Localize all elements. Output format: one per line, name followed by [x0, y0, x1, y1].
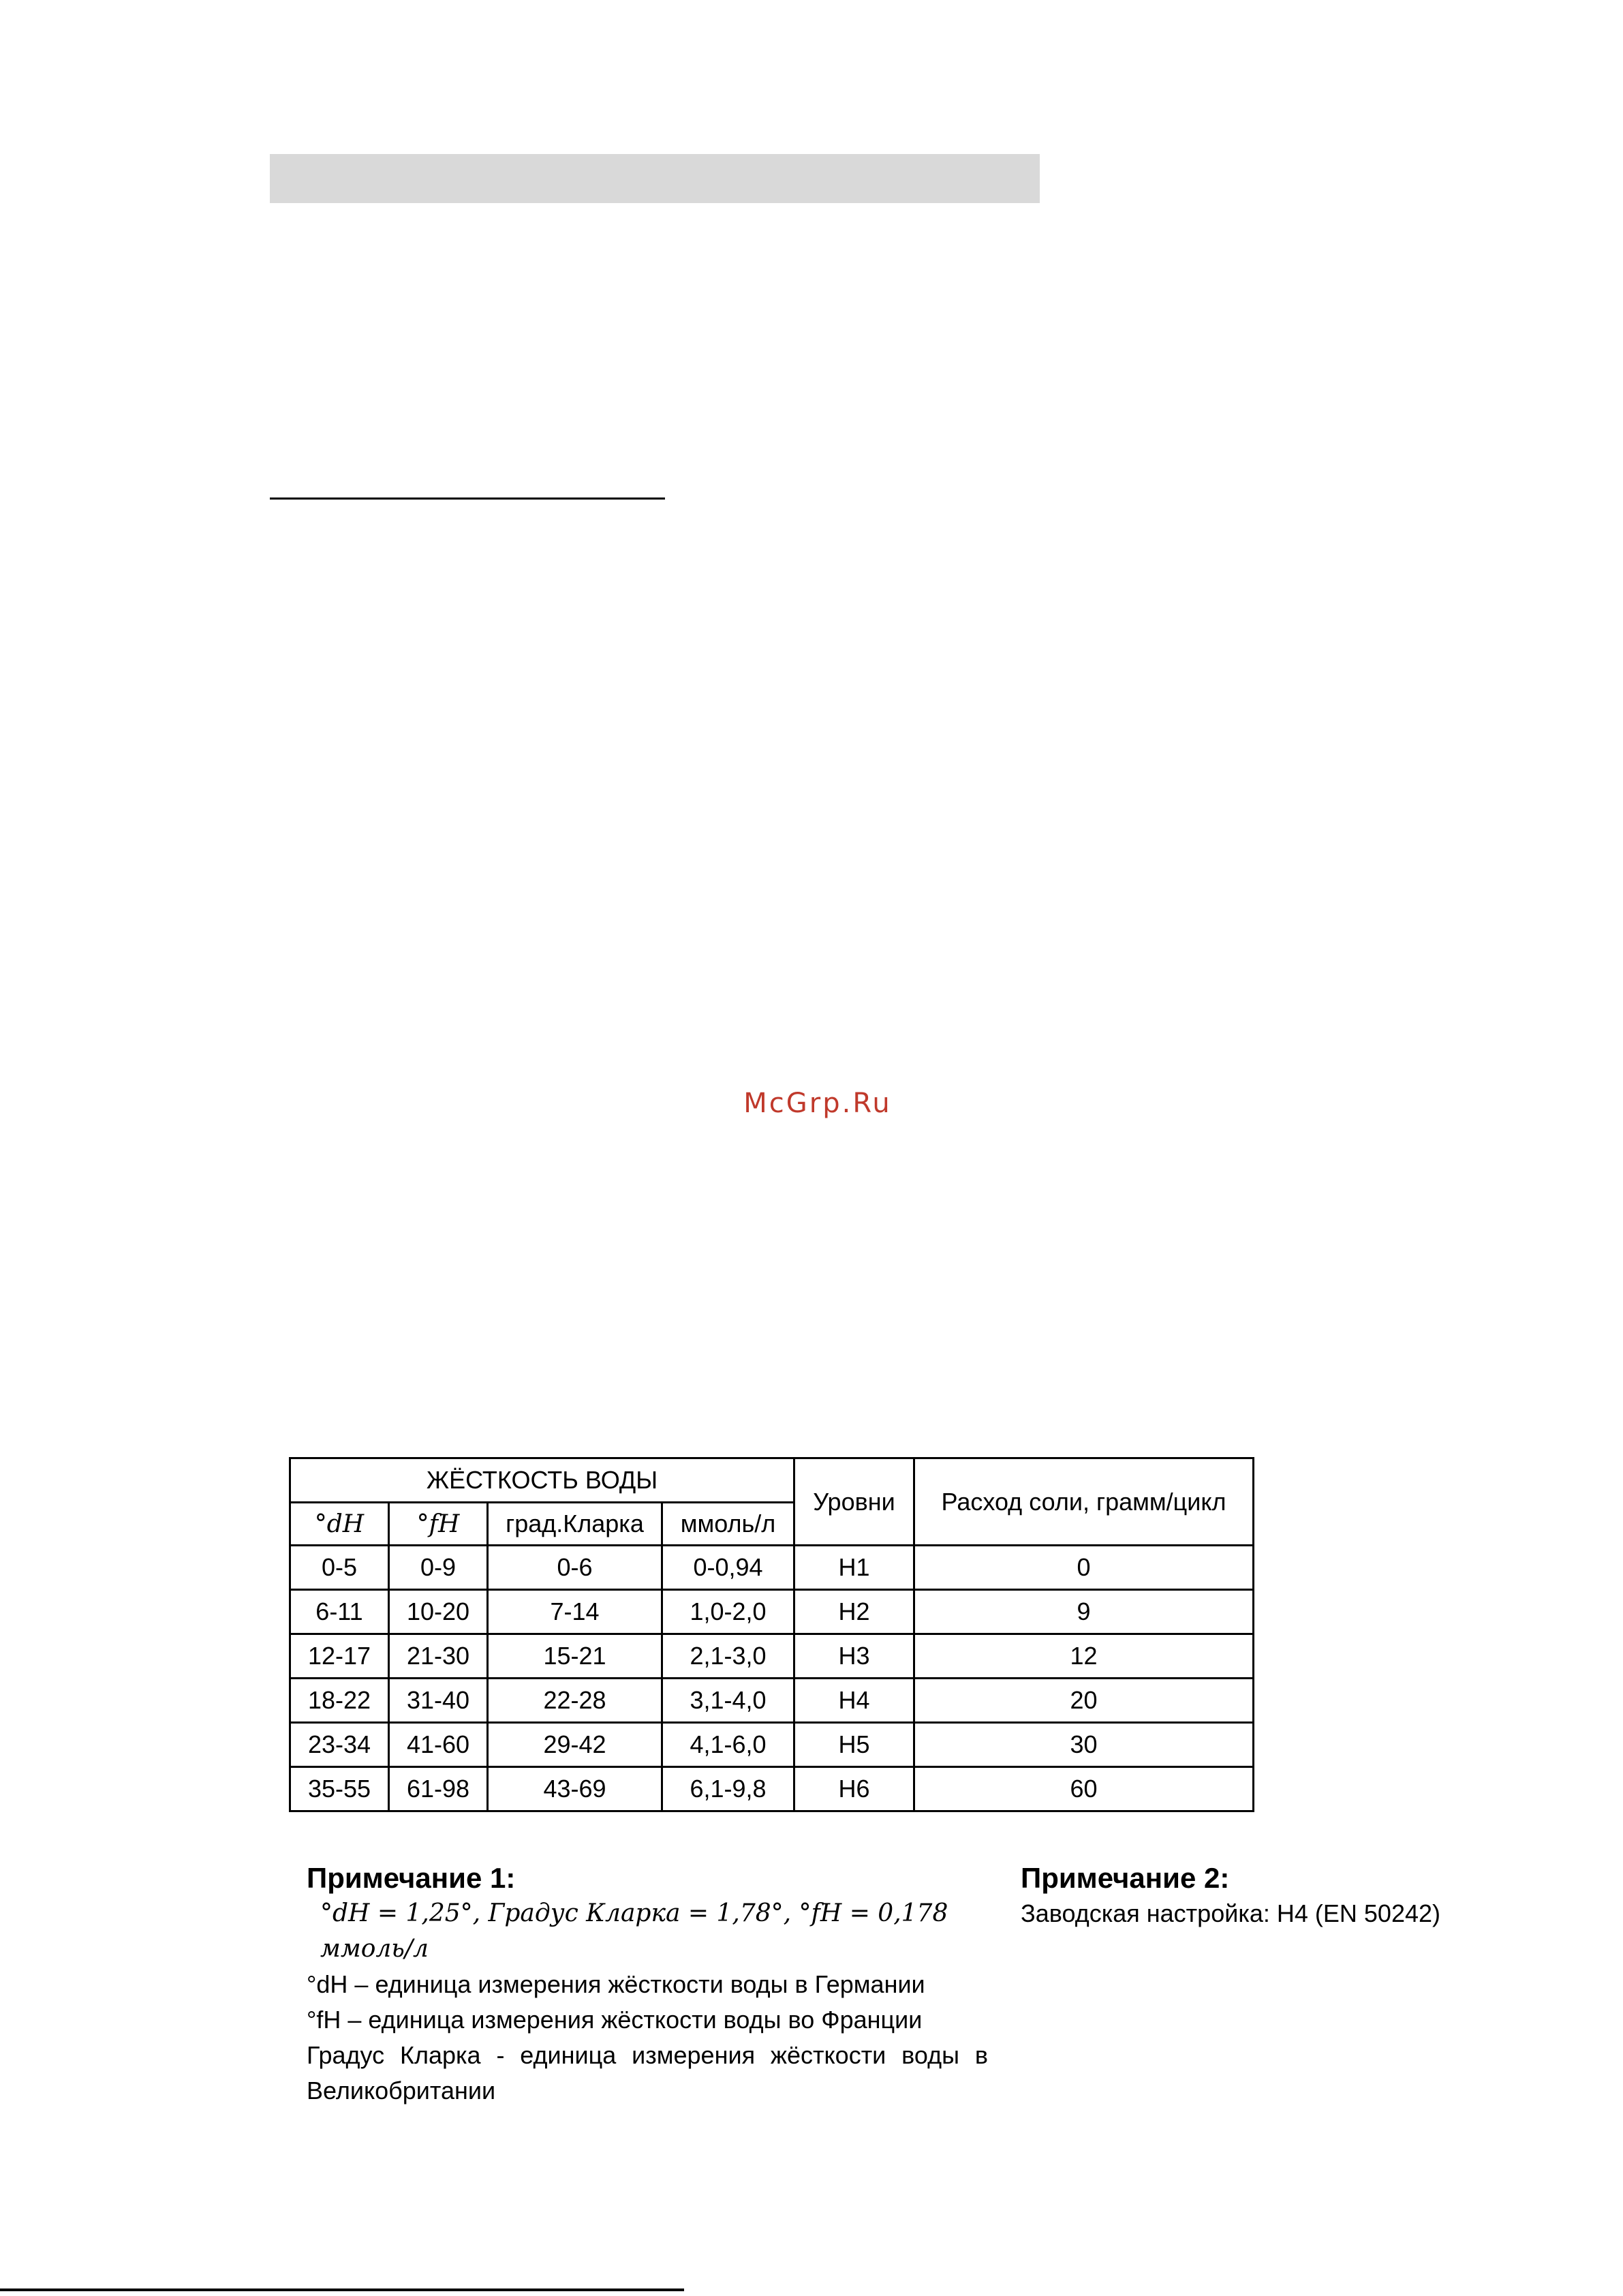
- cell-clark: 7-14: [488, 1590, 662, 1634]
- top-horizontal-rule: [270, 498, 665, 500]
- cell-clark: 43-69: [488, 1767, 662, 1811]
- note-1-formula: °dH = 1,25°, Градус Кларка = 1,78°, °fH = 0,178 ммоль/л: [320, 1899, 948, 1963]
- note-1: [307, 1861, 988, 2109]
- table-row: [290, 1546, 1254, 1590]
- cell-fh: 31-40: [389, 1679, 488, 1723]
- unit-header-fh: °fH: [389, 1503, 488, 1546]
- cell-clark: 0-6: [488, 1546, 662, 1590]
- cell-level: H2: [794, 1590, 914, 1634]
- cell-fh: 10-20: [389, 1590, 488, 1634]
- note-1-title: Примечание 1:: [307, 1862, 516, 1894]
- cell-salt: 60: [914, 1767, 1254, 1811]
- unit-header-clark: град.Кларка: [488, 1503, 662, 1546]
- cell-mmol: 1,0-2,0: [662, 1590, 794, 1634]
- salt-consumption-header: Расход соли, грамм/цикл: [914, 1458, 1254, 1546]
- cell-fh: 61-98: [389, 1767, 488, 1811]
- table-row: [290, 1679, 1254, 1723]
- cell-clark: 29-42: [488, 1723, 662, 1767]
- cell-clark: 22-28: [488, 1679, 662, 1723]
- levels-header: Уровни: [794, 1458, 914, 1546]
- note-2: [1021, 1861, 1498, 1931]
- cell-mmol: 4,1-6,0: [662, 1723, 794, 1767]
- cell-mmol: 6,1-9,8: [662, 1767, 794, 1811]
- cell-fh: 0-9: [389, 1546, 488, 1590]
- table-row: [290, 1723, 1254, 1767]
- cell-clark: 15-21: [488, 1634, 662, 1679]
- cell-dh: 18-22: [290, 1679, 389, 1723]
- cell-fh: 41-60: [389, 1723, 488, 1767]
- note-2-text: Заводская настройка: H4 (EN 50242): [1021, 1899, 1441, 1927]
- cell-dh: 23-34: [290, 1723, 389, 1767]
- note-1-line-fh: °fH – единица измерения жёсткости воды во Франции: [307, 2006, 923, 2034]
- note-1-line-clark: Градус Кларка - единица измерения жёсткости воды в Великобритании: [307, 2041, 988, 2104]
- cell-salt: 12: [914, 1634, 1254, 1679]
- table-row: [290, 1590, 1254, 1634]
- cell-salt: 0: [914, 1546, 1254, 1590]
- cell-salt: 9: [914, 1590, 1254, 1634]
- table-header-row: [290, 1458, 1254, 1503]
- cell-dh: 6-11: [290, 1590, 389, 1634]
- cell-salt: 30: [914, 1723, 1254, 1767]
- unit-header-dh: °dH: [290, 1503, 389, 1546]
- cell-level: H4: [794, 1679, 914, 1723]
- cell-level: H3: [794, 1634, 914, 1679]
- note-1-line-dh: °dH – единица измерения жёсткости воды в Германии: [307, 1970, 925, 1998]
- cell-mmol: 0-0,94: [662, 1546, 794, 1590]
- cell-level: H6: [794, 1767, 914, 1811]
- watermark: McGrp.Ru: [743, 1088, 892, 1119]
- water-hardness-table: [289, 1457, 1254, 1812]
- cell-salt: 20: [914, 1679, 1254, 1723]
- header-gray-bar: [270, 154, 1040, 203]
- cell-level: H1: [794, 1546, 914, 1590]
- cell-fh: 21-30: [389, 1634, 488, 1679]
- table-row: [290, 1767, 1254, 1811]
- cell-dh: 35-55: [290, 1767, 389, 1811]
- cell-mmol: 2,1-3,0: [662, 1634, 794, 1679]
- water-hardness-group-header: ЖЁСТКОСТЬ ВОДЫ: [290, 1458, 794, 1503]
- bottom-horizontal-rule: [0, 2289, 684, 2291]
- table-row: [290, 1634, 1254, 1679]
- cell-dh: 12-17: [290, 1634, 389, 1679]
- cell-dh: 0-5: [290, 1546, 389, 1590]
- cell-mmol: 3,1-4,0: [662, 1679, 794, 1723]
- note-2-title: Примечание 2:: [1021, 1862, 1230, 1894]
- cell-level: H5: [794, 1723, 914, 1767]
- unit-header-mmol: ммоль/л: [662, 1503, 794, 1546]
